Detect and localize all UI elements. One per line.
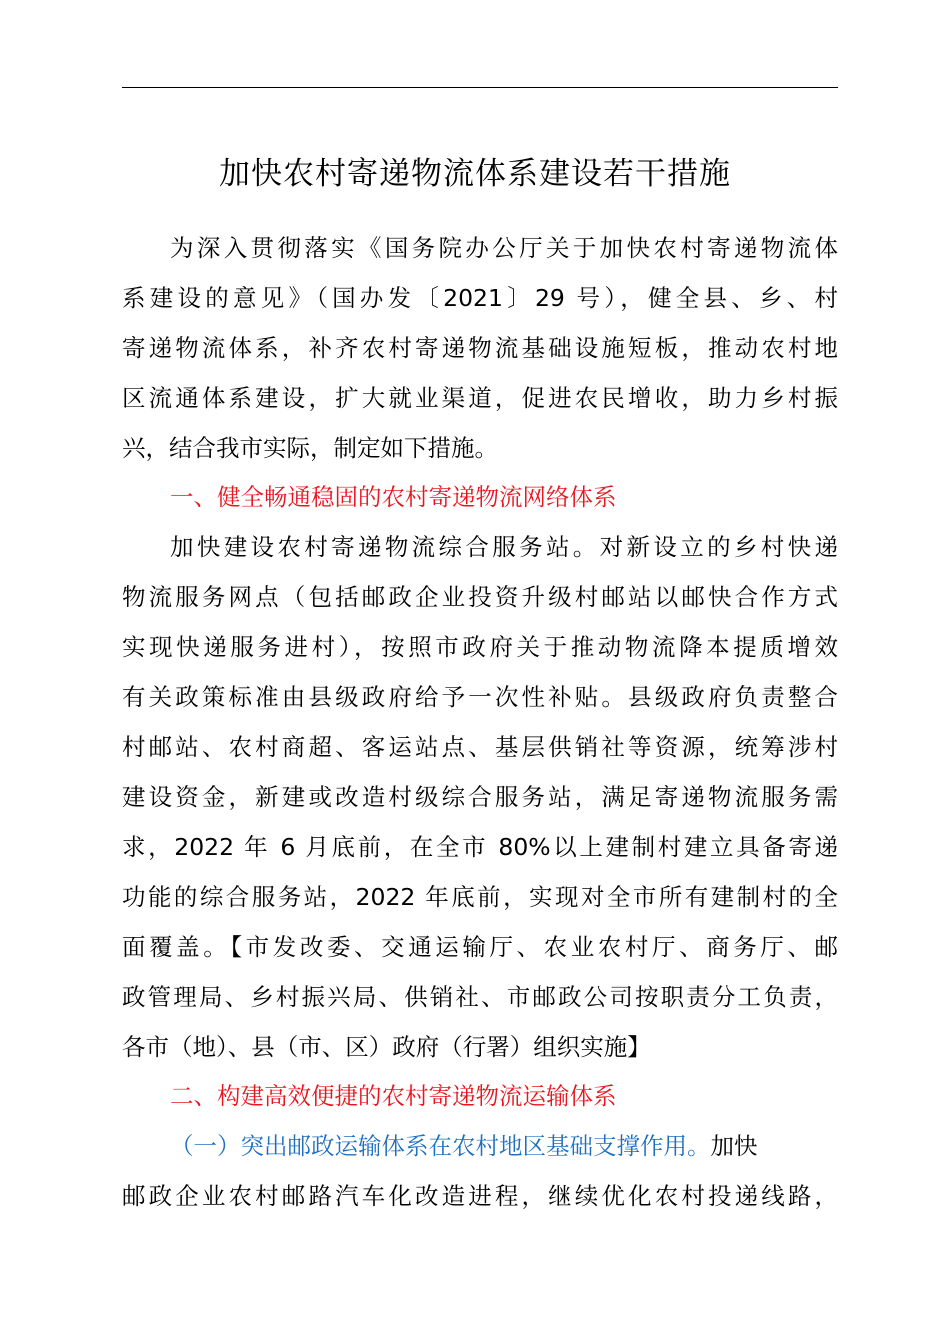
section-heading-2: 二、构建高效便捷的农村寄递物流运输体系: [170, 1082, 617, 1110]
intro-line: 为深入贯彻落实《国务院办公厅关于加快农村寄递物流体: [170, 234, 838, 262]
sub-heading-1: （一）突出邮政运输体系在农村地区基础支撑作用。: [170, 1132, 711, 1160]
section1-line: 物流服务网点（包括邮政企业投资升级村邮站以邮快合作方式: [122, 583, 838, 611]
section1-line: 各市（地）、县（市、区）政府（行署）组织实施】: [122, 1033, 651, 1061]
section1-line: 实现快递服务进村），按照市政府关于推动物流降本提质增效: [122, 633, 838, 661]
section1-line: 有关政策标准由县级政府给予一次性补贴。县级政府负责整合: [122, 683, 838, 711]
intro-line: 区流通体系建设，扩大就业渠道，促进农民增收，助力乡村振: [122, 384, 838, 412]
section1-line: 功能的综合服务站，2022 年底前，实现对全市所有建制村的全: [122, 883, 838, 911]
section1-line: 加快建设农村寄递物流综合服务站。对新设立的乡村快递: [170, 533, 838, 561]
document-title: 加快农村寄递物流体系建设若干措施: [219, 156, 731, 192]
section1-line: 政管理局、乡村振兴局、供销社、市邮政公司按职责分工负责，: [122, 983, 838, 1011]
section-heading-1: 一、健全畅通稳固的农村寄递物流网络体系: [170, 483, 617, 511]
header-rule: [122, 87, 838, 88]
section1-line: 村邮站、农村商超、客运站点、基层供销社等资源，统筹涉村: [122, 733, 838, 761]
sub1-text-start: 加快: [710, 1132, 758, 1160]
section2-sub1-line: [122, 1121, 838, 1171]
section2-line: 邮政企业农村邮路汽车化改造进程，继续优化农村投递线路，: [122, 1182, 838, 1210]
intro-line: 系建设的意见》（国办发〔2021〕29 号），健全县、乡、村: [122, 284, 838, 312]
intro-line: 兴，结合我市实际，制定如下措施。: [122, 434, 498, 462]
section1-line: 求，2022 年 6 月底前，在全市 80%以上建制村建立具备寄递: [122, 833, 838, 861]
intro-line: 寄递物流体系，补齐农村寄递物流基础设施短板，推动农村地: [122, 334, 838, 362]
section1-line: 面覆盖。【市发改委、交通运输厅、农业农村厅、商务厅、邮: [122, 933, 838, 961]
section1-line: 建设资金，新建或改造村级综合服务站，满足寄递物流服务需: [122, 783, 838, 811]
